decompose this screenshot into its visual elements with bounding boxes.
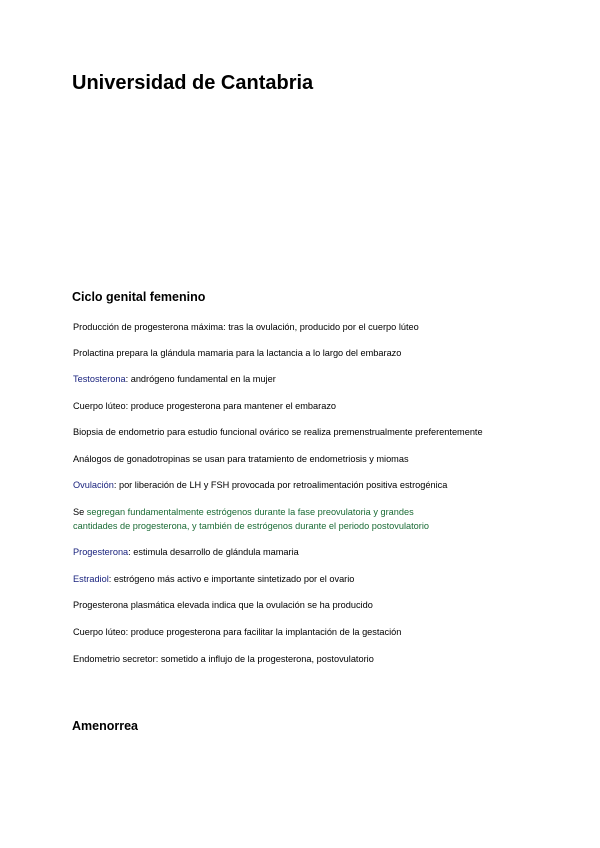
list-item: Producción de progesterona máxima: tras la ovulación, producido por el cuerpo lúteo	[73, 322, 419, 332]
item-text: : andrógeno fundamental en la mujer	[125, 374, 276, 384]
list-item: Análogos de gonadotropinas se usan para tratamiento de endometriosis y miomas	[73, 454, 409, 464]
list-item: Prolactina prepara la glándula mamaria para la lactancia a lo largo del embarazo	[73, 348, 402, 358]
item-text: : por liberación de LH y FSH provocada por retroalimentación positiva estrogénica	[113, 480, 448, 490]
list-item: Progesterona plasmática elevada indica que la ovulación se ha producido	[73, 600, 373, 610]
term-progesterona: Progesterona	[73, 547, 129, 557]
list-item	[73, 478, 447, 492]
page-title: Universidad de Cantabria	[72, 72, 314, 94]
list-item	[73, 505, 429, 533]
list-item: Cuerpo lúteo: produce progesterona para mantener el embarazo	[73, 401, 337, 411]
term-ovulacion: Ovulación	[73, 480, 114, 490]
item-prefix: Se	[73, 507, 87, 517]
list-item: Cuerpo lúteo: produce progesterona para facilitar la implantación de la gestación	[73, 627, 402, 637]
list-item	[73, 545, 299, 559]
highlighted-text-line-1: segregan fundamentalmente estrógenos durante la fase preovulatoria y grandes	[86, 507, 414, 517]
highlighted-text-line-2: cantidades de progesterona, y también de estrógenos durante el periodo postovulatorio	[73, 521, 429, 531]
term-testosterona: Testosterona	[73, 374, 126, 384]
term-estradiol: Estradiol	[73, 574, 109, 584]
list-item	[73, 372, 276, 386]
list-item: Endometrio secretor: sometido a influjo de la progesterona, postovulatorio	[73, 654, 374, 664]
list-item	[73, 572, 354, 586]
item-text: : estrógeno más activo e importante sintetizado por el ovario	[108, 574, 355, 584]
item-text: : estimula desarrollo de glándula mamaria	[128, 547, 299, 557]
list-item: Biopsia de endometrio para estudio funcional ovárico se realiza premenstrualmente preferentemente	[73, 427, 483, 437]
section-heading-amenorrea: Amenorrea	[72, 719, 138, 733]
section-heading-ciclo-genital: Ciclo genital femenino	[72, 290, 206, 304]
